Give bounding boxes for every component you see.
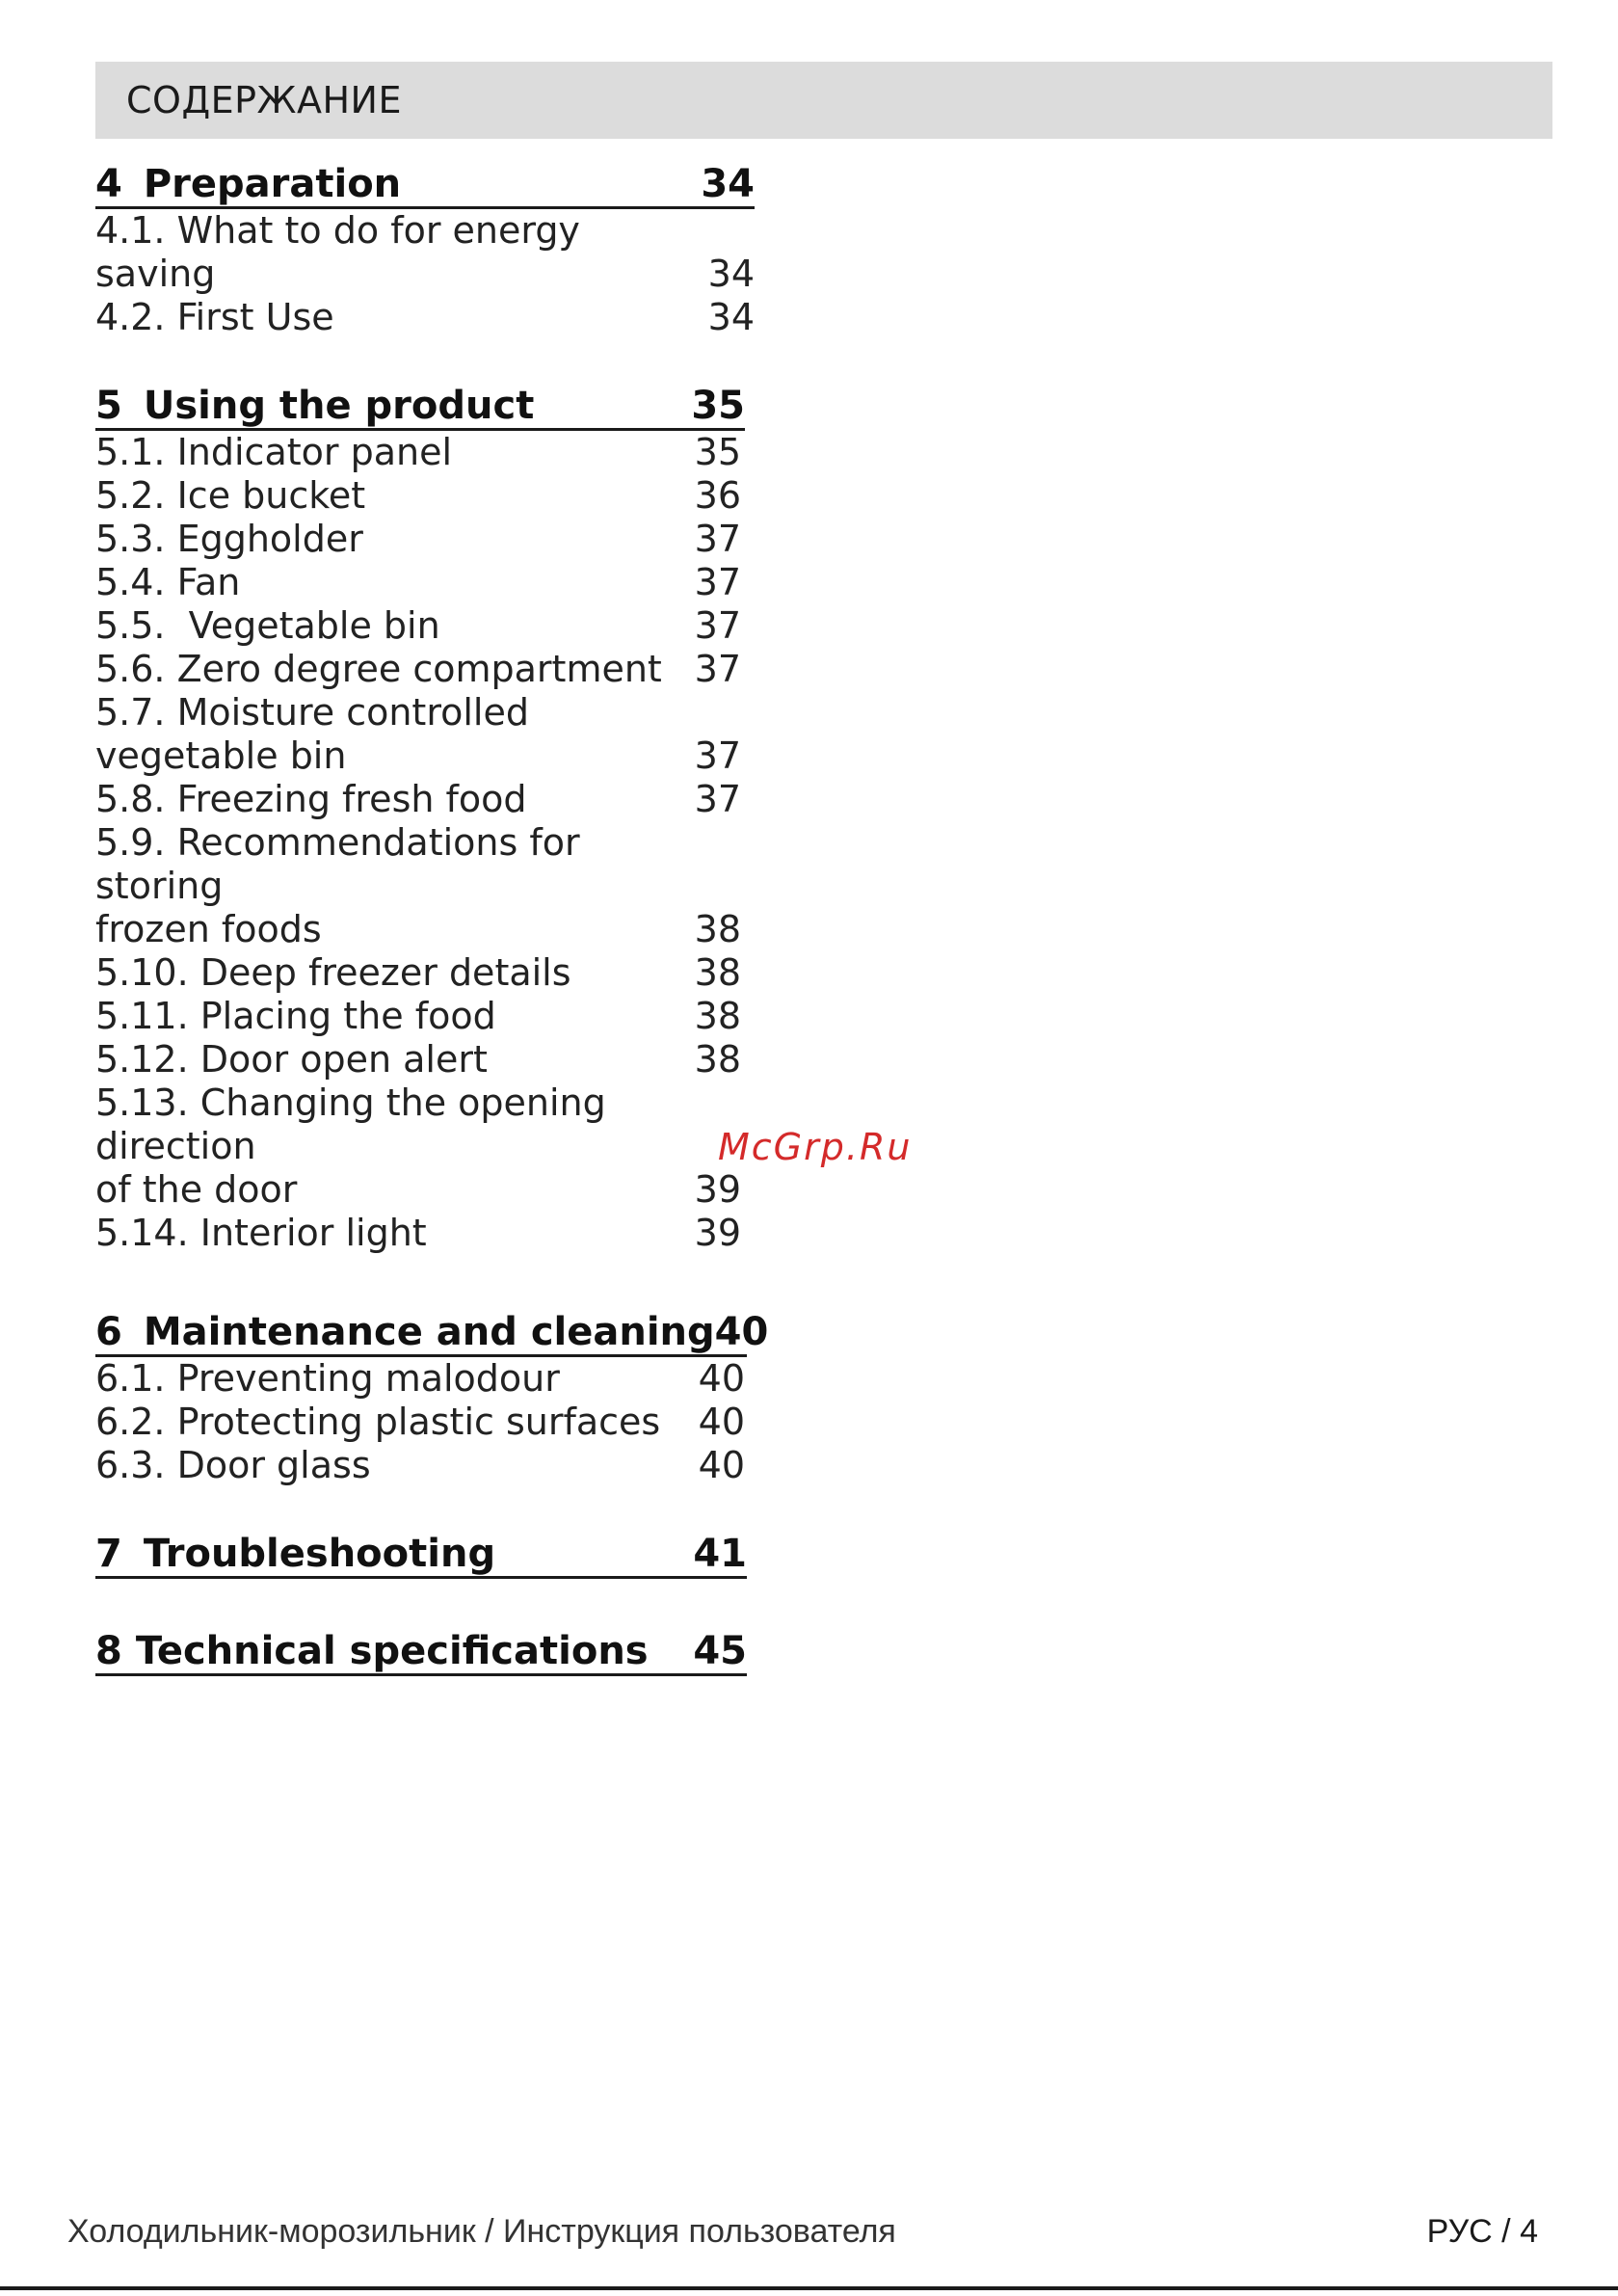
footer-page-number: РУС / 4 bbox=[1426, 2213, 1538, 2250]
toc-entry[interactable] bbox=[95, 209, 755, 296]
section-title: Troubleshooting bbox=[143, 1532, 496, 1576]
toc-section-8 bbox=[95, 1629, 760, 1676]
watermark: McGrp.Ru bbox=[718, 1126, 913, 1168]
entry-label: 5.2. Ice bucket bbox=[95, 474, 366, 517]
entry-label: 6.3. Door glass bbox=[95, 1444, 371, 1486]
entry-page: 39 bbox=[694, 1168, 741, 1211]
entry-page: 37 bbox=[694, 561, 741, 603]
entry-page: 34 bbox=[707, 296, 755, 338]
toc-section-heading[interactable] bbox=[95, 1532, 747, 1579]
section-page: 41 bbox=[693, 1532, 747, 1576]
toc-entry[interactable] bbox=[95, 995, 741, 1038]
entry-page: 38 bbox=[694, 995, 741, 1037]
toc-entry[interactable] bbox=[95, 604, 741, 648]
toc-entry[interactable] bbox=[95, 778, 741, 821]
entry-label: 6.2. Protecting plastic surfaces bbox=[95, 1401, 661, 1443]
toc-section-heading[interactable] bbox=[95, 1310, 769, 1357]
toc-section-heading[interactable] bbox=[95, 384, 745, 431]
entry-label: 5.13. Changing the opening direction of the door bbox=[95, 1081, 606, 1211]
toc-section-6 bbox=[95, 1310, 769, 1487]
toc-entry[interactable] bbox=[95, 561, 741, 604]
entry-page: 36 bbox=[694, 474, 741, 517]
entry-label: 4.1. What to do for energy saving bbox=[95, 209, 593, 295]
entry-page: 40 bbox=[698, 1401, 745, 1443]
toc-entry[interactable] bbox=[95, 1357, 745, 1401]
entry-label: 5.9. Recommendations for storing frozen foods bbox=[95, 821, 580, 950]
toc-entry[interactable] bbox=[95, 474, 741, 518]
toc-entry[interactable] bbox=[95, 518, 741, 561]
section-number: 7 bbox=[95, 1532, 122, 1576]
entry-label: 5.10. Deep freezer details bbox=[95, 951, 571, 994]
entry-page: 37 bbox=[694, 778, 741, 820]
entry-page: 35 bbox=[694, 431, 741, 473]
entry-page: 38 bbox=[694, 951, 741, 994]
toc-entry[interactable] bbox=[95, 1081, 741, 1212]
section-number: 6 bbox=[95, 1310, 122, 1354]
table-of-contents bbox=[95, 162, 769, 1676]
toc-entry[interactable] bbox=[95, 691, 741, 778]
entry-label: 5.11. Placing the food bbox=[95, 995, 496, 1037]
entry-page: 34 bbox=[707, 253, 755, 295]
toc-section-heading[interactable] bbox=[95, 1629, 747, 1676]
toc-entry[interactable] bbox=[95, 951, 741, 995]
entry-label: 6.1. Preventing malodour bbox=[95, 1357, 560, 1400]
toc-entry[interactable] bbox=[95, 648, 741, 691]
spacer bbox=[95, 1255, 760, 1310]
section-title: Maintenance and cleaning bbox=[143, 1310, 715, 1354]
spacer bbox=[95, 1487, 760, 1532]
entry-label: 5.3. Eggholder bbox=[95, 518, 363, 560]
section-page: 45 bbox=[693, 1629, 747, 1673]
spacer bbox=[95, 1579, 760, 1629]
toc-entry[interactable] bbox=[95, 431, 741, 474]
entry-label: 5.8. Freezing fresh food bbox=[95, 778, 527, 820]
entry-page: 38 bbox=[694, 908, 741, 950]
entry-label: 5.4. Fan bbox=[95, 561, 241, 603]
entry-label: 5.14. Interior light bbox=[95, 1212, 427, 1254]
toc-entry[interactable] bbox=[95, 1212, 741, 1255]
toc-entry[interactable] bbox=[95, 821, 741, 951]
toc-section-heading[interactable] bbox=[95, 162, 755, 209]
entry-label: 5.12. Door open alert bbox=[95, 1038, 488, 1081]
section-page: 40 bbox=[714, 1310, 769, 1354]
entry-label: 5.6. Zero degree compartment bbox=[95, 648, 662, 690]
header-bar bbox=[95, 62, 1552, 139]
spacer bbox=[95, 339, 760, 384]
section-title: Technical specifications bbox=[135, 1629, 649, 1673]
toc-entry[interactable] bbox=[95, 1444, 745, 1487]
toc-section-4 bbox=[95, 162, 760, 339]
page-title: СОДЕРЖАНИЕ bbox=[126, 79, 402, 121]
toc-section-5 bbox=[95, 384, 760, 1255]
toc-entry[interactable] bbox=[95, 1401, 745, 1444]
entry-page: 38 bbox=[694, 1038, 741, 1081]
footer-document-title: Холодильник-морозильник / Инструкция пользователя bbox=[67, 2213, 896, 2250]
entry-page: 37 bbox=[694, 648, 741, 690]
footer-rule bbox=[0, 2286, 1618, 2290]
entry-label: 5.1. Indicator panel bbox=[95, 431, 453, 473]
entry-page: 40 bbox=[698, 1444, 745, 1486]
section-number: 4 bbox=[95, 162, 122, 206]
section-number: 8 bbox=[95, 1629, 122, 1673]
entry-label: 4.2. First Use bbox=[95, 296, 334, 338]
toc-entry[interactable] bbox=[95, 296, 755, 339]
entry-page: 40 bbox=[698, 1357, 745, 1400]
section-page: 34 bbox=[701, 162, 755, 206]
section-title: Using the product bbox=[143, 384, 535, 428]
entry-label: 5.5. Vegetable bin bbox=[95, 604, 440, 647]
toc-section-7 bbox=[95, 1532, 760, 1579]
entry-page: 37 bbox=[694, 734, 741, 777]
entry-page: 37 bbox=[694, 604, 741, 647]
entry-label: 5.7. Moisture controlled vegetable bin bbox=[95, 691, 529, 777]
section-page: 35 bbox=[691, 384, 745, 428]
section-number: 5 bbox=[95, 384, 122, 428]
section-title: Preparation bbox=[143, 162, 402, 206]
entry-page: 37 bbox=[694, 518, 741, 560]
entry-page: 39 bbox=[694, 1212, 741, 1254]
toc-entry[interactable] bbox=[95, 1038, 741, 1081]
